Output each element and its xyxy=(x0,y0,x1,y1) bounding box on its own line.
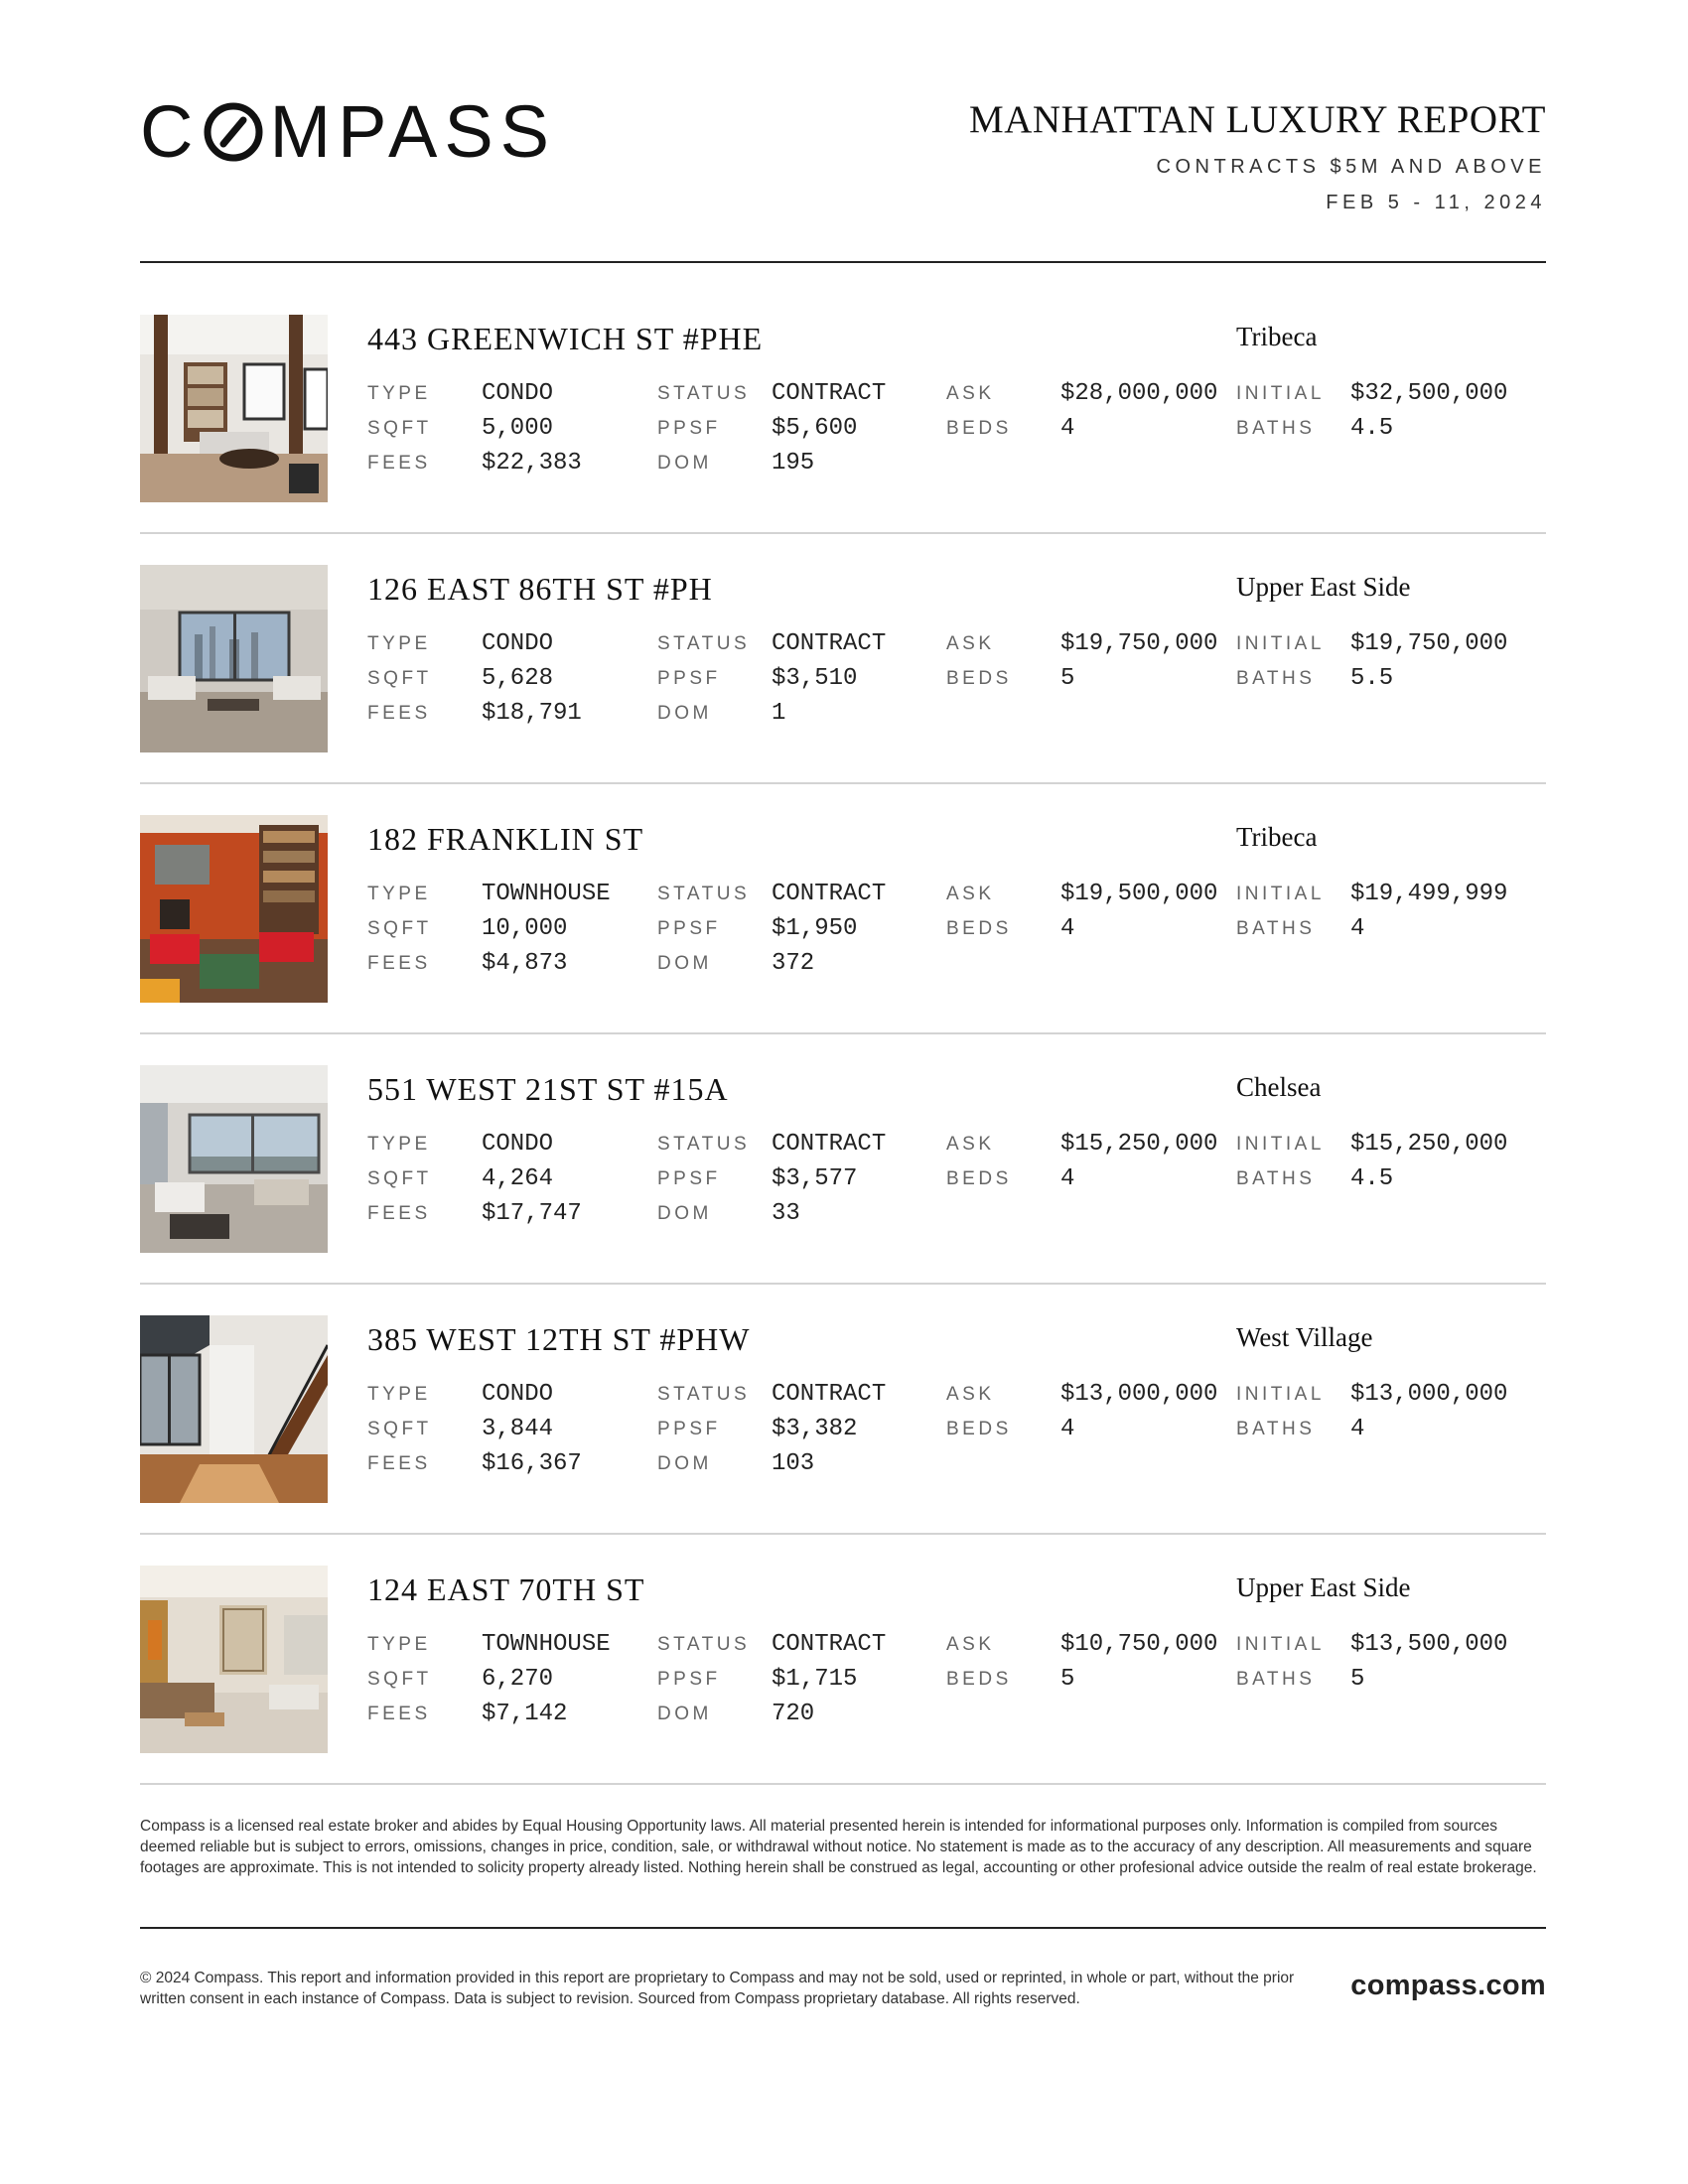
type-value: CONDO xyxy=(482,1131,554,1158)
type-value: TOWNHOUSE xyxy=(482,1631,611,1658)
initial-label: INITIAL xyxy=(1236,1634,1325,1655)
report-date: FEB 5 - 11, 2024 xyxy=(1326,192,1546,213)
sqft-value: 5,000 xyxy=(482,415,554,442)
footer-divider xyxy=(140,1927,1546,1929)
fees-label: FEES xyxy=(367,453,431,474)
status-value: CONTRACT xyxy=(772,1381,887,1408)
river-view-living-room-photo xyxy=(140,1065,328,1253)
sqft-label: SQFT xyxy=(367,1669,432,1690)
type-label: TYPE xyxy=(367,633,431,654)
listing-divider xyxy=(140,1533,1546,1535)
listing-neighborhood: Tribeca xyxy=(1236,822,1318,852)
initial-value: $15,250,000 xyxy=(1350,1131,1508,1158)
dom-value: 103 xyxy=(772,1450,815,1477)
penthouse-living-room-photo xyxy=(140,565,328,752)
ask-label: ASK xyxy=(946,633,995,654)
report-subtitle: CONTRACTS $5M AND ABOVE xyxy=(1156,156,1546,178)
dom-value: 33 xyxy=(772,1200,800,1227)
listings-list xyxy=(140,315,1546,1816)
fees-label: FEES xyxy=(367,703,431,724)
status-label: STATUS xyxy=(657,1134,751,1155)
ppsf-value: $5,600 xyxy=(772,415,858,442)
compass-logo xyxy=(140,90,557,173)
status-value: CONTRACT xyxy=(772,380,887,407)
type-label: TYPE xyxy=(367,884,431,904)
sqft-label: SQFT xyxy=(367,918,432,939)
type-value: TOWNHOUSE xyxy=(482,881,611,907)
fees-value: $22,383 xyxy=(482,450,582,477)
sqft-label: SQFT xyxy=(367,1168,432,1189)
initial-label: INITIAL xyxy=(1236,1384,1325,1405)
listing-divider xyxy=(140,532,1546,534)
baths-label: BATHS xyxy=(1236,918,1316,939)
baths-label: BATHS xyxy=(1236,1669,1316,1690)
ask-value: $28,000,000 xyxy=(1060,380,1218,407)
copyright-notice: © 2024 Compass. This report and information provided in this report are proprietary to Compass and may not be sold, used or reprinted, in whole or part, without the prior written consent in each instance of Compass. Data is subject to revision. Sourced from Compass proprietary database. All rights reserved. xyxy=(140,1970,1295,2007)
initial-label: INITIAL xyxy=(1236,1134,1325,1155)
report-title: MANHATTAN LUXURY REPORT xyxy=(969,98,1546,141)
ppsf-label: PPSF xyxy=(657,1419,721,1439)
header-divider xyxy=(140,261,1546,263)
baths-label: BATHS xyxy=(1236,1168,1316,1189)
listing-address: 385 WEST 12TH ST #PHW xyxy=(367,1321,751,1357)
listing-neighborhood: West Village xyxy=(1236,1322,1373,1352)
fees-label: FEES xyxy=(367,953,431,974)
ppsf-value: $3,510 xyxy=(772,665,858,692)
ppsf-value: $3,577 xyxy=(772,1165,858,1192)
baths-value: 5 xyxy=(1350,1666,1365,1693)
sqft-value: 4,264 xyxy=(482,1165,554,1192)
initial-label: INITIAL xyxy=(1236,884,1325,904)
type-label: TYPE xyxy=(367,383,431,404)
ask-value: $19,750,000 xyxy=(1060,630,1218,657)
staircase-interior-photo xyxy=(140,1315,328,1503)
initial-label: INITIAL xyxy=(1236,383,1325,404)
ppsf-label: PPSF xyxy=(657,918,721,939)
status-label: STATUS xyxy=(657,1384,751,1405)
dom-value: 195 xyxy=(772,450,815,477)
ppsf-label: PPSF xyxy=(657,1669,721,1690)
listing-address: 443 GREENWICH ST #PHE xyxy=(367,321,764,356)
ppsf-value: $1,950 xyxy=(772,915,858,942)
listing-item xyxy=(140,1566,1546,1816)
beds-value: 5 xyxy=(1060,665,1075,692)
type-label: TYPE xyxy=(367,1634,431,1655)
fees-value: $4,873 xyxy=(482,950,568,977)
ask-value: $13,000,000 xyxy=(1060,1381,1218,1408)
status-value: CONTRACT xyxy=(772,1131,887,1158)
type-value: CONDO xyxy=(482,380,554,407)
ppsf-label: PPSF xyxy=(657,668,721,689)
listing-item xyxy=(140,315,1546,565)
dom-label: DOM xyxy=(657,1704,712,1724)
fees-label: FEES xyxy=(367,1203,431,1224)
fees-value: $18,791 xyxy=(482,700,582,727)
initial-value: $19,750,000 xyxy=(1350,630,1508,657)
status-label: STATUS xyxy=(657,633,751,654)
dom-label: DOM xyxy=(657,953,712,974)
baths-value: 4 xyxy=(1350,1416,1365,1442)
ppsf-label: PPSF xyxy=(657,1168,721,1189)
ask-value: $10,750,000 xyxy=(1060,1631,1218,1658)
beds-value: 5 xyxy=(1060,1666,1075,1693)
dom-label: DOM xyxy=(657,1203,712,1224)
baths-label: BATHS xyxy=(1236,1419,1316,1439)
ask-label: ASK xyxy=(946,1634,995,1655)
legal-disclaimer: Compass is a licensed real estate broker and abides by Equal Housing Opportunity laws. All material presented herein is intended for informational purposes only. Information is compiled from sources deemed reliable but is subject to errors, omissions, changes in price, condition, sale, or withdrawal without notice. No statement is made as to the accuracy of any description. All measurements and square footages are approximate. This is not intended to solicity property already listed. Nothing herein shall be construed as legal, accounting or other profesional advice outside the realm of real estate brokerage. xyxy=(140,1818,1537,1876)
dom-label: DOM xyxy=(657,703,712,724)
townhouse-library-photo xyxy=(140,815,328,1003)
sqft-value: 6,270 xyxy=(482,1666,554,1693)
listing-item xyxy=(140,1315,1546,1566)
listing-neighborhood: Upper East Side xyxy=(1236,1572,1411,1602)
report-header xyxy=(969,97,1546,214)
baths-label: BATHS xyxy=(1236,668,1316,689)
dom-value: 372 xyxy=(772,950,815,977)
initial-value: $13,500,000 xyxy=(1350,1631,1508,1658)
fees-label: FEES xyxy=(367,1453,431,1474)
listing-divider xyxy=(140,782,1546,784)
ask-value: $19,500,000 xyxy=(1060,881,1218,907)
ask-label: ASK xyxy=(946,383,995,404)
initial-value: $32,500,000 xyxy=(1350,380,1508,407)
beds-label: BEDS xyxy=(946,1419,1012,1439)
status-value: CONTRACT xyxy=(772,630,887,657)
listing-divider xyxy=(140,1283,1546,1285)
dom-label: DOM xyxy=(657,1453,712,1474)
baths-value: 4 xyxy=(1350,915,1365,942)
status-label: STATUS xyxy=(657,383,751,404)
listing-address: 551 WEST 21ST ST #15A xyxy=(367,1071,729,1107)
type-label: TYPE xyxy=(367,1134,431,1155)
type-label: TYPE xyxy=(367,1384,431,1405)
status-value: CONTRACT xyxy=(772,1631,887,1658)
beds-value: 4 xyxy=(1060,1416,1075,1442)
ppsf-value: $1,715 xyxy=(772,1666,858,1693)
beds-value: 4 xyxy=(1060,415,1075,442)
sqft-label: SQFT xyxy=(367,668,432,689)
beds-label: BEDS xyxy=(946,1669,1012,1690)
beds-label: BEDS xyxy=(946,418,1012,439)
fees-value: $16,367 xyxy=(482,1450,582,1477)
initial-value: $13,000,000 xyxy=(1350,1381,1508,1408)
sqft-value: 3,844 xyxy=(482,1416,554,1442)
website-link[interactable]: compass.com xyxy=(1350,1970,1546,2001)
beds-label: BEDS xyxy=(946,918,1012,939)
baths-value: 5.5 xyxy=(1350,665,1394,692)
listing-item xyxy=(140,565,1546,815)
dom-label: DOM xyxy=(657,453,712,474)
status-label: STATUS xyxy=(657,1634,751,1655)
fees-label: FEES xyxy=(367,1704,431,1724)
sqft-label: SQFT xyxy=(367,1419,432,1439)
ppsf-label: PPSF xyxy=(657,418,721,439)
listing-neighborhood: Chelsea xyxy=(1236,1072,1322,1102)
listing-item xyxy=(140,1065,1546,1315)
listing-address: 182 FRANKLIN ST xyxy=(367,821,644,857)
type-value: CONDO xyxy=(482,630,554,657)
compass-o-icon xyxy=(202,100,265,164)
listing-divider xyxy=(140,1783,1546,1785)
dom-value: 1 xyxy=(772,700,786,727)
beds-label: BEDS xyxy=(946,1168,1012,1189)
initial-label: INITIAL xyxy=(1236,633,1325,654)
listing-address: 126 EAST 86TH ST #PH xyxy=(367,571,713,607)
ask-value: $15,250,000 xyxy=(1060,1131,1218,1158)
beds-value: 4 xyxy=(1060,915,1075,942)
baths-value: 4.5 xyxy=(1350,415,1394,442)
initial-value: $19,499,999 xyxy=(1350,881,1508,907)
ppsf-value: $3,382 xyxy=(772,1416,858,1442)
listing-address: 124 EAST 70TH ST xyxy=(367,1571,645,1607)
listing-item xyxy=(140,815,1546,1065)
status-label: STATUS xyxy=(657,884,751,904)
baths-value: 4.5 xyxy=(1350,1165,1394,1192)
dom-value: 720 xyxy=(772,1701,815,1727)
status-value: CONTRACT xyxy=(772,881,887,907)
beds-value: 4 xyxy=(1060,1165,1075,1192)
beds-label: BEDS xyxy=(946,668,1012,689)
fees-value: $17,747 xyxy=(482,1200,582,1227)
listing-neighborhood: Tribeca xyxy=(1236,322,1318,351)
listing-divider xyxy=(140,1032,1546,1034)
fees-value: $7,142 xyxy=(482,1701,568,1727)
ask-label: ASK xyxy=(946,1134,995,1155)
baths-label: BATHS xyxy=(1236,418,1316,439)
sqft-label: SQFT xyxy=(367,418,432,439)
ask-label: ASK xyxy=(946,884,995,904)
sqft-value: 10,000 xyxy=(482,915,568,942)
ask-label: ASK xyxy=(946,1384,995,1405)
sqft-value: 5,628 xyxy=(482,665,554,692)
listing-neighborhood: Upper East Side xyxy=(1236,572,1411,602)
townhouse-living-room-photo xyxy=(140,1566,328,1753)
loft-living-room-photo xyxy=(140,315,328,502)
logo-wordmark: C MPASS xyxy=(140,90,557,173)
type-value: CONDO xyxy=(482,1381,554,1408)
